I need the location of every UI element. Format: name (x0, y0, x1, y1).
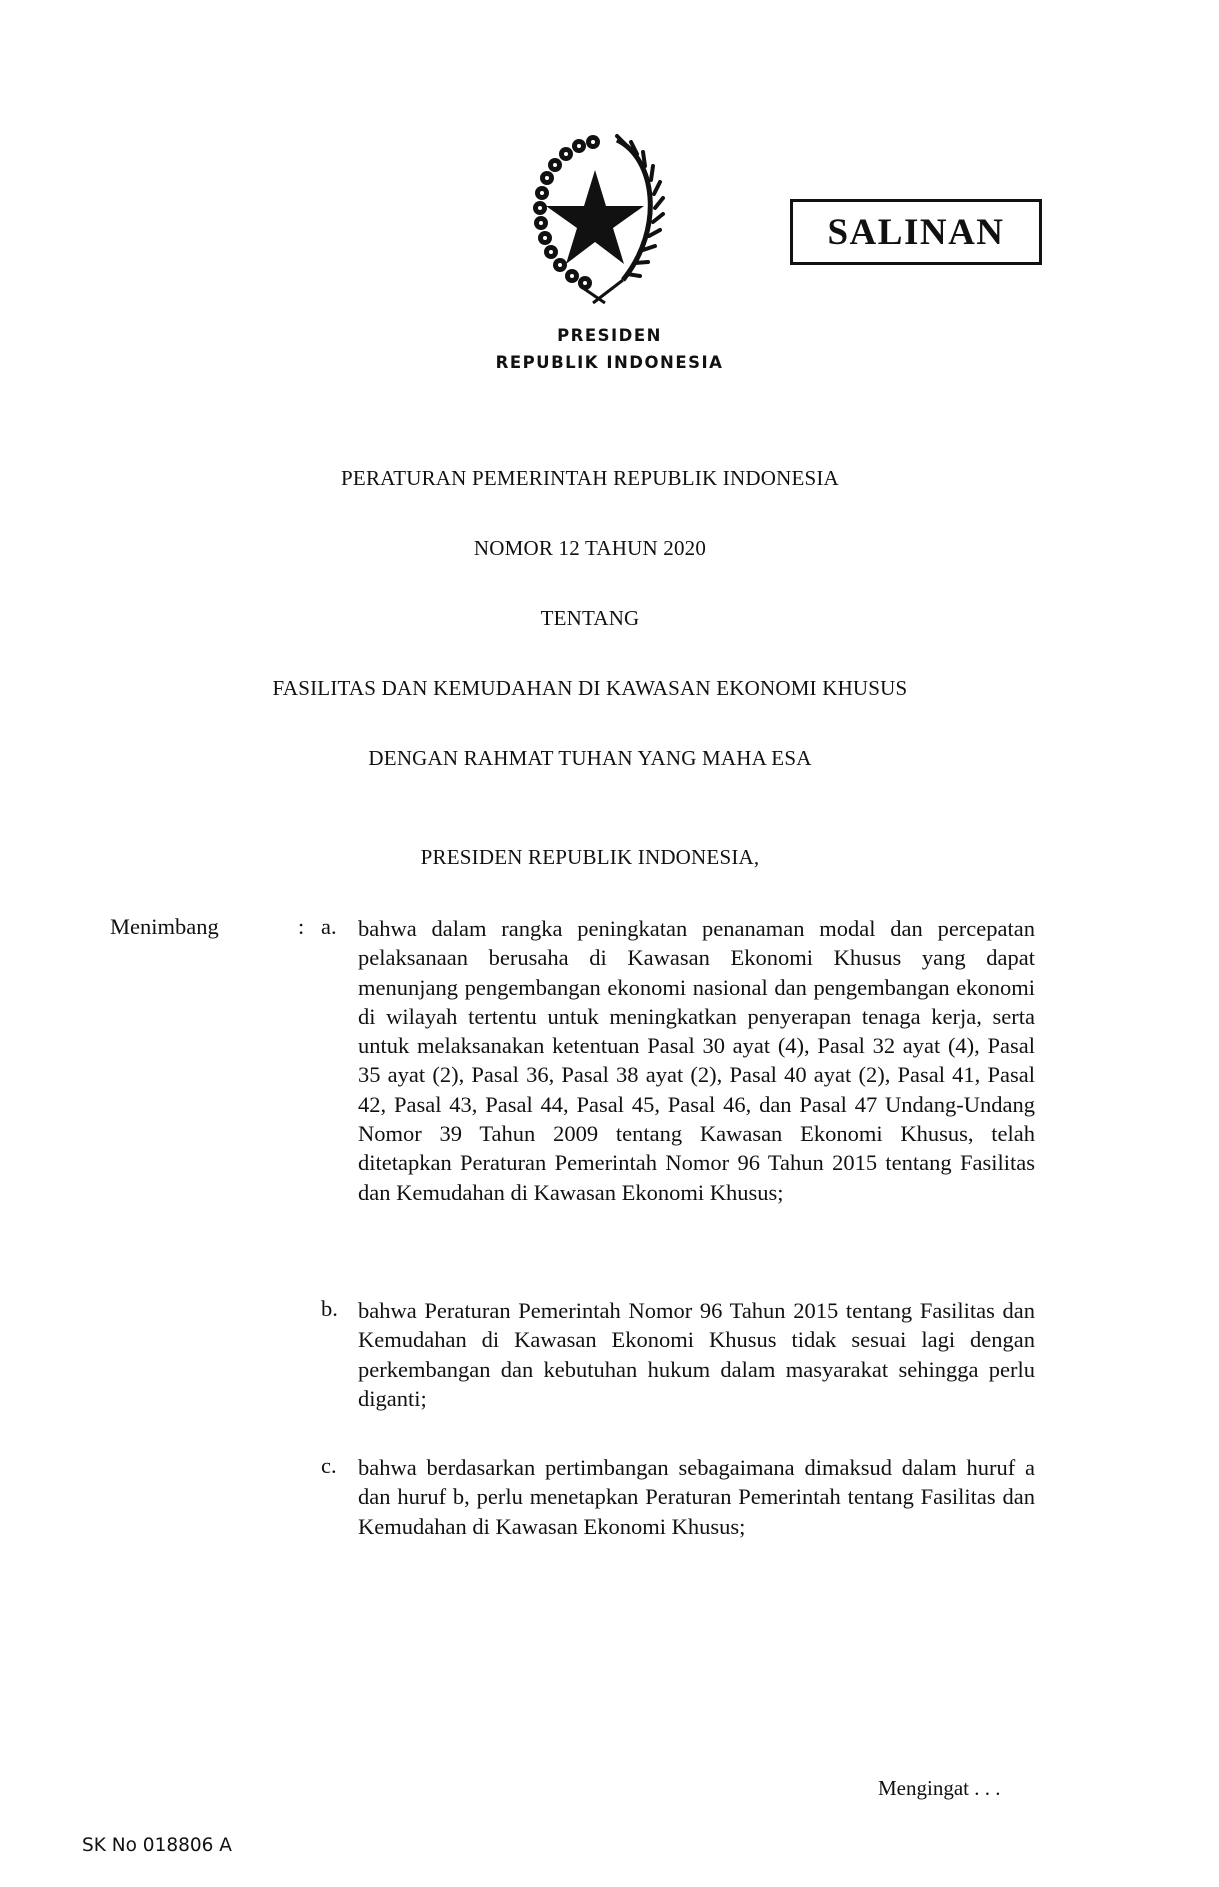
invocation-line: DENGAN RAHMAT TUHAN YANG MAHA ESA (368, 746, 812, 770)
presidential-emblem-icon (505, 128, 685, 308)
issuer-line1: PRESIDEN (557, 326, 662, 345)
continuation-catchword: Mengingat . . . (878, 1776, 1001, 1800)
regulation-title: PERATURAN PEMERINTAH REPUBLIK INDONESIA (341, 466, 839, 490)
consideration-item-a: bahwa dalam rangka peningkatan penanaman modal dan percepatan pelaksanaan berusaha di Kawasan Ekonomi Khusus yang dapat menunjang pengembangan ekonomi nasional dan pengembangan ekonomi di wilayah tertentu untuk meningkatkan penyerapan tenaga kerja, serta untuk melaksanakan ketentuan Pasal 30 ayat (4), Pasal 32 ayat (4), Pasal 35 ayat (2), Pasal 36, Pasal 38 ayat (2), Pasal 40 ayat (2), Pasal 41, Pasal 42, Pasal 43, Pasal 44, Pasal 45, Pasal 46, dan Pasal 47 Undang-Undang Nomor 39 Tahun 2009 tentang Kawasan Ekonomi Khusus, telah ditetapkan Peraturan Pemerintah Nomor 96 Tahun 2015 tentang Fasilitas dan Kemudahan di Kawasan Ekonomi Khusus; (358, 916, 1035, 1205)
president-declaration: PRESIDEN REPUBLIK INDONESIA, (420, 845, 760, 869)
item-letter-b: b. (321, 1296, 338, 1321)
salinan-stamp (790, 199, 1042, 265)
regulation-about-label: TENTANG (540, 606, 640, 630)
regulation-subject: FASILITAS DAN KEMUDAHAN DI KAWASAN EKONOMI KHUSUS (272, 676, 908, 700)
item-letter-c: c. (321, 1453, 337, 1478)
consideration-item-c: bahwa berdasarkan pertimbangan sebagaimana dimaksud dalam huruf a dan huruf b, perlu menetapkan Peraturan Pemerintah tentang Fasilitas dan Kemudahan di Kawasan Ekonomi Khusus; (358, 1455, 1035, 1539)
consideration-item-b: bahwa Peraturan Pemerintah Nomor 96 Tahun 2015 tentang Fasilitas dan Kemudahan di Kawasan Ekonomi Khusus tidak sesuai lagi dengan perkembangan dan kebutuhan hukum dalam masyarakat sehingga perlu diganti; (358, 1298, 1035, 1411)
regulation-number: NOMOR 12 TAHUN 2020 (473, 536, 707, 560)
sk-number: SK No 018806 A (82, 1835, 232, 1856)
item-letter-a: a. (321, 914, 337, 939)
salinan-label: SALINAN (827, 211, 1005, 253)
menimbang-label: Menimbang (110, 914, 219, 939)
menimbang-colon: : (298, 914, 305, 939)
issuer-line2: REPUBLIK INDONESIA (495, 353, 724, 372)
